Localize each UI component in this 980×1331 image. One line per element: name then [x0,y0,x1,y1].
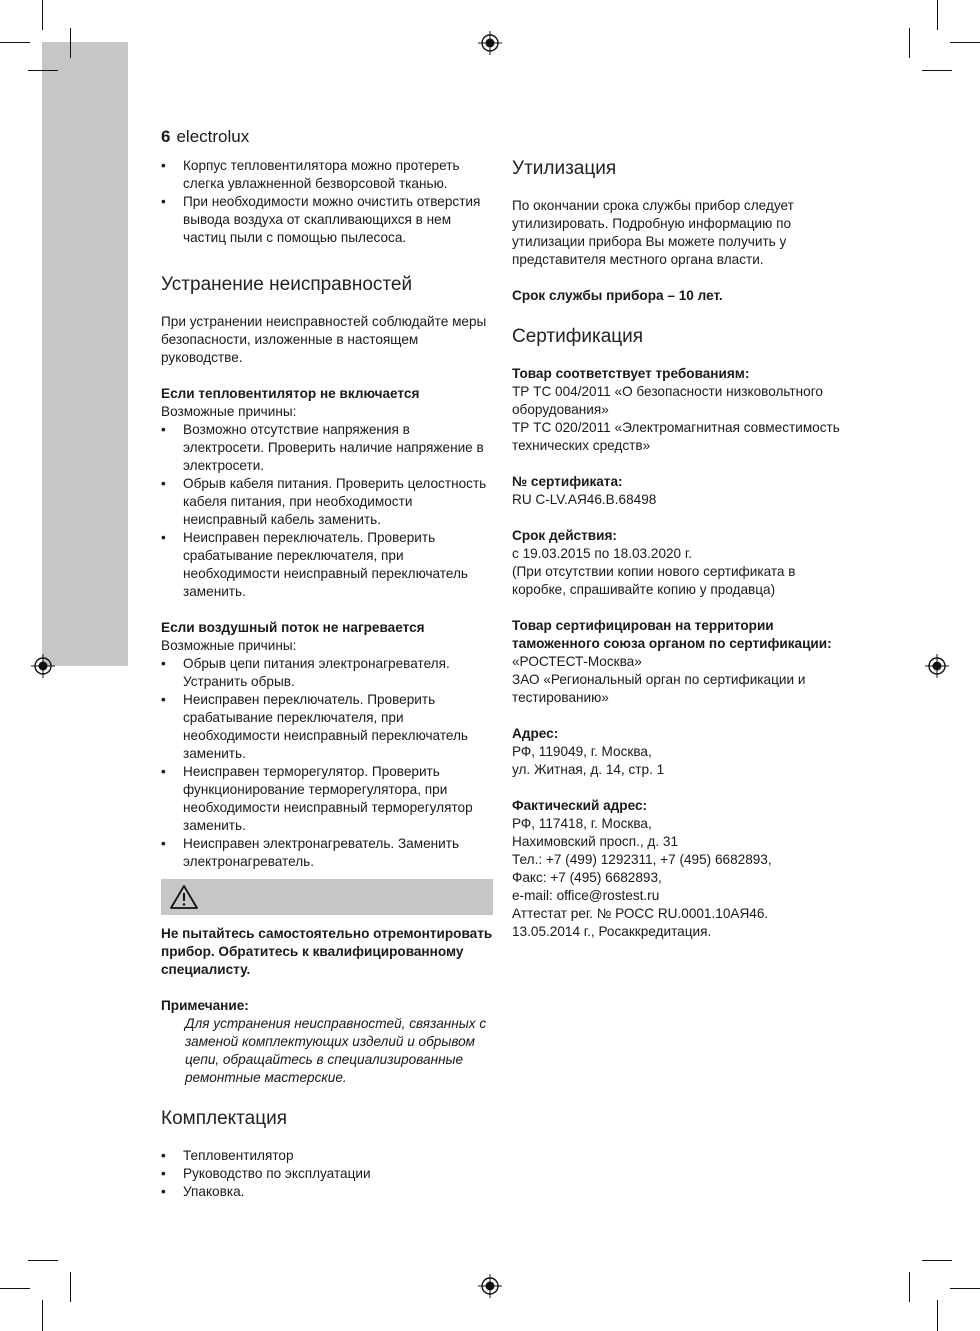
crop-mark [0,1288,30,1289]
validity-dates: с 19.03.2015 по 18.03.2020 г. [512,546,692,561]
validity-note: (При отсутствии копии нового сертификата в коробке, спрашивайте копию у продавца) [512,564,796,597]
package-heading: Комплектация [161,1108,288,1129]
accreditation-line: 13.05.2014 г., Росаккредитация. [512,924,712,939]
registration-mark-icon [925,654,949,678]
compliance-heading: Товар соответствует требованиям: [512,366,750,381]
case1-list [161,421,493,601]
crop-mark [42,0,43,30]
list-item: • Неисправен терморегулятор. Проверить функционирование терморегулятора, при необходимости неисправный терморегулятор заменить. [161,763,493,835]
crop-mark [909,1272,910,1302]
list-item: • Тепловентилятор [161,1147,493,1165]
list-item: • Корпус тепловентилятора можно протереть слегка увлажненной безворсовой тканью. [161,157,493,193]
compliance-line: ТР ТС 020/2011 «Электромагнитная совместимость технических средств» [512,420,840,453]
service-life: Срок службы прибора – 10 лет. [512,288,723,303]
compliance-line: ТР ТС 004/2011 «О безопасности низковольтного оборудования» [512,384,823,417]
crop-mark [950,1288,980,1289]
right-column [512,157,842,941]
cert-number: RU C-LV.АЯ46.B.68498 [512,492,657,507]
validity-heading: Срок действия: [512,528,617,543]
cert-number-heading: № сертификата: [512,474,623,489]
case1-subheading: Возможные причины: [161,404,297,419]
crop-mark [70,28,71,58]
accreditation-line: Аттестат рег. № РОСС RU.0001.10АЯ46. [512,906,769,921]
crop-mark [70,1272,71,1302]
crop-mark [28,1260,58,1261]
side-margin-band [42,42,128,666]
fax-line: Факс: +7 (495) 6682893, [512,870,662,885]
list-item: • Руководство по эксплуатации [161,1165,493,1183]
warning-text: Не пытайтесь самостоятельно отремонтировать прибор. Обратитесь к квалифицированному специалисту. [161,926,493,977]
crop-mark [42,1300,43,1331]
crop-mark [909,28,910,58]
address-heading: Адрес: [512,726,559,741]
troubleshooting-intro: При устранении неисправностей соблюдайте меры безопасности, изложенные в настоящем руководстве. [161,314,487,365]
crop-mark [28,70,58,71]
disposal-text: По окончании срока службы прибор следует утилизировать. Подробную информацию по утилизации прибора Вы можете получить у представителя местного органа власти. [512,198,794,267]
certified-heading: Товар сертифицирован на территории таможенного союза органом по сертификации: [512,618,832,651]
crop-mark [937,0,938,30]
note-heading: Примечание: [161,998,249,1013]
warning-triangle-icon [169,884,199,910]
email-line: e-mail: office@rostest.ru [512,888,660,903]
case2-heading: Если воздушный поток не нагревается [161,620,425,635]
registration-mark-icon [31,654,55,678]
address-line: РФ, 119049, г. Москва, [512,744,652,759]
list-item: • Возможно отсутствие напряжения в электросети. Проверить наличие напряжение в электросети. [161,421,493,475]
org-full-name: ЗАО «Региональный орган по сертификации и тестированию» [512,672,806,705]
list-item: • Обрыв кабеля питания. Проверить целостность кабеля питания, при необходимости неисправный кабель заменить. [161,475,493,529]
fact-address-line: РФ, 117418, г. Москва, [512,816,652,831]
list-item: • При необходимости можно очистить отверстия вывода воздуха от скапливающихся в нем частиц пыли с помощью пылесоса. [161,193,493,247]
crop-mark [922,70,952,71]
address-line: ул. Житная, д. 14, стр. 1 [512,762,665,777]
fact-address-line: Нахимовский просп., д. 31 [512,834,679,849]
page-number: 6 [161,127,171,146]
crop-mark [950,42,980,43]
case2-list [161,655,493,871]
note-text: Для устранения неисправностей, связанных с заменой комплектующих изделий и обрывом цепи, обращайтесь в специализированные ремонтные мастерские. [185,1016,487,1085]
page-header [161,126,249,148]
cleaning-list [161,157,493,247]
org-name: «РОСТЕСТ-Москва» [512,654,642,669]
list-item: • Неисправен электронагреватель. Заменить электронагреватель. [161,835,493,871]
certification-heading: Сертификация [512,326,644,347]
crop-mark [937,1300,938,1331]
left-column [161,157,493,1201]
list-item: • Неисправен переключатель. Проверить срабатывание переключателя, при необходимости неисправный переключатель заменить. [161,691,493,763]
list-item: • Упаковка. [161,1183,493,1201]
crop-mark [0,42,30,43]
list-item: • Неисправен переключатель. Проверить срабатывание переключателя, при необходимости неисправный переключатель заменить. [161,529,493,601]
troubleshooting-heading: Устранение неисправностей [161,274,413,295]
brand-name: electrolux [176,127,250,146]
case1-heading: Если тепловентилятор не включается [161,386,420,401]
disposal-heading: Утилизация [512,158,617,179]
package-list [161,1147,493,1201]
list-item: • Обрыв цепи питания электронагревателя. Устранить обрыв. [161,655,493,691]
crop-mark [922,1260,952,1261]
warning-bar [161,879,493,915]
registration-mark-icon [478,1274,502,1298]
registration-mark-icon [478,31,502,55]
phone-line: Тел.: +7 (499) 1292311, +7 (495) 6682893, [512,852,772,867]
fact-address-heading: Фактический адрес: [512,798,648,813]
case2-subheading: Возможные причины: [161,638,297,653]
